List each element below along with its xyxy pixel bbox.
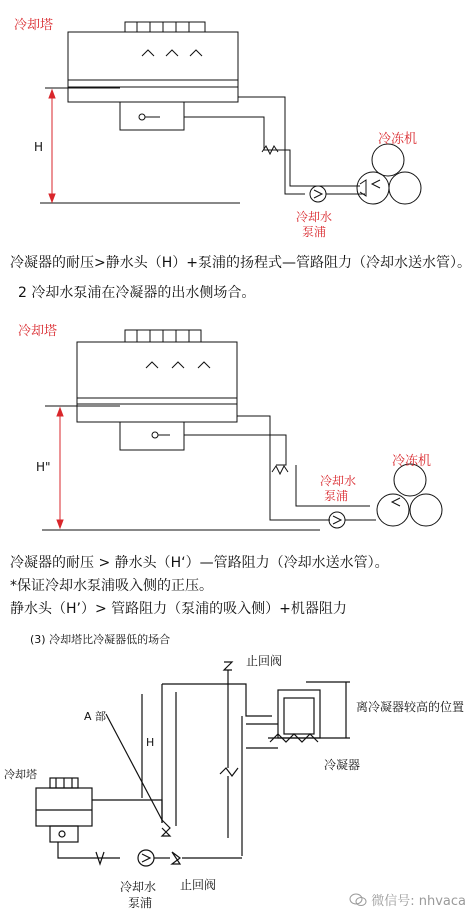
pump-label-line2: 泵浦 (128, 896, 153, 910)
diagram-1-drawing (0, 0, 474, 240)
diagram-2-caption-line-1: 冷凝器的耐压 > 静水头（H‘）—管路阻力（冷却水送水管）。 (10, 555, 389, 571)
tower-label: 冷却塔 (18, 324, 58, 339)
pump-label-line1: 冷却水 (120, 880, 157, 894)
watermark-text: 微信号: nhvaca (371, 894, 466, 909)
check-valve-top-label: 止回阀 (246, 654, 283, 668)
pump-label-line1: 冷却水 (296, 210, 333, 224)
height-label: H (34, 140, 44, 154)
diagram-3 (0, 648, 474, 915)
pump-label-line1: 冷却水 (320, 474, 357, 488)
diagram-2-drawing (0, 310, 474, 550)
diagram-1 (0, 0, 474, 240)
tower-label: 冷却塔 (4, 768, 37, 781)
pump-symbol (310, 186, 326, 202)
wechat-icon (349, 893, 367, 907)
tower-basin (120, 102, 184, 130)
check-valve-bottom-label: 止回阀 (180, 878, 217, 892)
tower-body (36, 788, 92, 826)
condenser-label: 冷凝器 (324, 758, 361, 772)
chiller-label: 冷冻机 (392, 454, 432, 469)
diagram-2-caption-line-3: 静水头（H’）> 管路阻力（泵浦的吸入侧）+机器阻力 (10, 601, 347, 617)
position-label: 离冷凝器较高的位置 (356, 700, 465, 714)
height-label: H (146, 736, 155, 749)
section-2-heading: 2 冷却水泵浦在冷凝器的出水侧场合。 (18, 285, 256, 301)
pump-symbol (138, 850, 154, 866)
tower-body (68, 32, 238, 102)
diagram-1-caption: 冷凝器的耐压>静水头（H）+泵浦的扬程式—管路阻力（冷却水送水管）。 (10, 255, 471, 271)
pump-label-line2: 泵浦 (302, 225, 327, 239)
section-3-heading: (3) 冷却塔比冷凝器低的场合 (30, 633, 171, 646)
height-label: H" (36, 460, 51, 474)
diagram-2 (0, 310, 474, 550)
tower-label: 冷却塔 (14, 18, 54, 33)
watermark (349, 890, 466, 909)
part-a-label: A 部 (84, 710, 107, 723)
pump-label-line2: 泵浦 (324, 489, 349, 503)
pump-symbol (329, 512, 345, 528)
tower-body (77, 342, 237, 422)
diagram-2-caption-line-2: *保证冷却水泵浦吸入侧的正压。 (10, 578, 213, 594)
chiller-label: 冷冻机 (378, 132, 418, 147)
diagram-3-drawing (0, 648, 474, 915)
